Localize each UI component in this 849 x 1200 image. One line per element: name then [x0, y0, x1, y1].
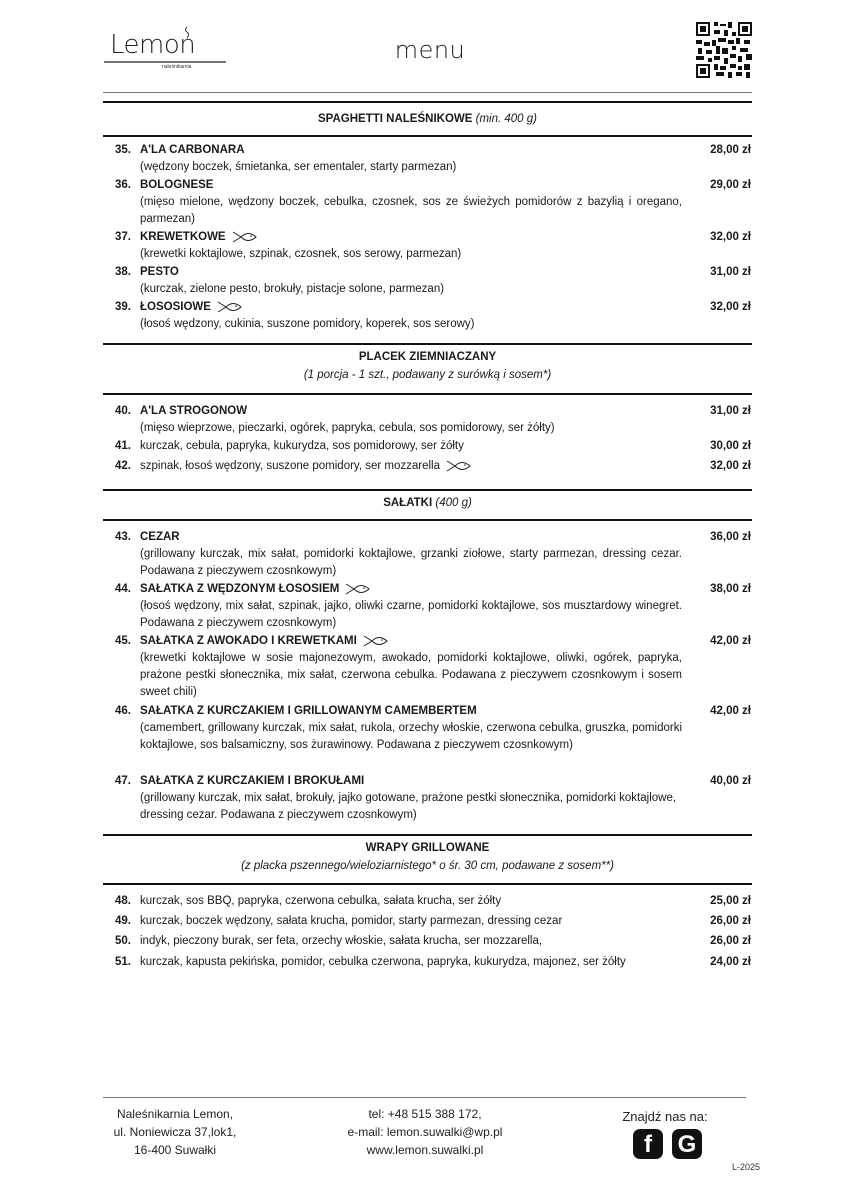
- website-link[interactable]: www.lemon.suwalki.pl: [366, 1143, 484, 1157]
- item-name-wrap: [140, 581, 371, 598]
- fish-icon: [446, 460, 472, 472]
- fish-icon: [345, 583, 371, 595]
- item-number: 51.: [115, 956, 131, 968]
- page-title: menu: [394, 36, 466, 64]
- item-description: (krewetki koktajlowe, szpinak, czosnek, sos serowy, parmezan): [140, 248, 462, 260]
- item-description: (wędzony boczek, śmietanka, ser ementaler, starty parmezan): [140, 161, 457, 173]
- item-price: 24,00 zł: [710, 956, 751, 968]
- section-note: (400 g): [435, 497, 472, 509]
- section-divider: [103, 834, 752, 836]
- section-subtitle: (1 porcja - 1 szt., podawany z surówką i sosem*): [303, 369, 552, 381]
- item-number: 46.: [115, 705, 131, 717]
- item-text: szpinak, łosoś wędzony, suszone pomidory, ser mozzarella: [140, 460, 440, 472]
- item-number: 50.: [115, 935, 131, 947]
- section-divider: [103, 519, 752, 521]
- item-name: SAŁATKA Z WĘDZONYM ŁOSOSIEM: [140, 583, 340, 595]
- item-name: SAŁATKA Z AWOKADO I KREWETKAMI: [140, 635, 357, 647]
- item-number: 39.: [115, 301, 131, 313]
- item-name: A'LA CARBONARA: [140, 144, 245, 156]
- section-title: WRAPY GRILLOWANE: [365, 842, 490, 854]
- logo-text: Lemon: [110, 30, 196, 60]
- item-price: 42,00 zł: [710, 635, 751, 647]
- section-divider: [103, 101, 752, 103]
- item-text: kurczak, cebula, papryka, kukurydza, sos pomidorowy, ser żółty: [140, 440, 464, 452]
- item-name-wrap: [140, 229, 258, 246]
- email-link[interactable]: e-mail: lemon.suwalki@wp.pl: [347, 1125, 503, 1139]
- google-icon[interactable]: G: [672, 1129, 702, 1159]
- item-description: (krewetki koktajlowe w sosie majonezowym, awokado, pomidorki koktajlowe, oliwki, ogórek, papryka, prażone pestki słonecznika, mix sałat, czerwona cebulka. Podawana z pieczywem czosnkowym i sosem sweet chili): [140, 652, 682, 698]
- item-description: (mięso wieprzowe, pieczarki, ogórek, papryka, cebula, sos pomidorowy, ser żółty): [140, 422, 555, 434]
- item-price: 40,00 zł: [710, 775, 751, 787]
- footer-address: [95, 1105, 255, 1159]
- item-number: 47.: [115, 775, 131, 787]
- item-price: 29,00 zł: [710, 179, 751, 191]
- logo-underline: [104, 61, 226, 63]
- item-price: 36,00 zł: [710, 531, 751, 543]
- lemon-logo: [104, 26, 232, 74]
- item-text: kurczak, sos BBQ, papryka, czerwona cebulka, sałata krucha, ser żółty: [140, 895, 502, 907]
- item-description: (łosoś wędzony, mix sałat, szpinak, jajko, oliwki czarne, pomidorki koktajlowe, sos musztardowy winegret. Podawana z pieczywem czosnkowym): [140, 600, 682, 629]
- item-number: 45.: [115, 635, 131, 647]
- section-title: PLACEK ZIEMNIACZANY: [358, 351, 497, 363]
- item-price: 26,00 zł: [710, 935, 751, 947]
- document-code: L-2025: [732, 1162, 761, 1172]
- section-title-spaghetti: [103, 113, 752, 125]
- item-text-wrap: [140, 458, 660, 475]
- item-name-wrap: [140, 633, 389, 650]
- item-price: 42,00 zł: [710, 705, 751, 717]
- item-text: kurczak, boczek wędzony, sałata krucha, pomidor, starty parmezan, dressing cezar: [140, 915, 563, 927]
- item-name: KREWETKOWE: [140, 231, 226, 243]
- logo-subtext: naleśnikarnia: [162, 64, 192, 70]
- section-divider: [103, 343, 752, 345]
- section-note: (min. 400 g): [475, 113, 537, 125]
- item-description: (łosoś wędzony, cukinia, suszone pomidory, koperek, sos serowy): [140, 318, 475, 330]
- item-number: 49.: [115, 915, 131, 927]
- item-number: 42.: [115, 460, 131, 472]
- section-title-placek: [103, 351, 752, 363]
- item-name: SAŁATKA Z KURCZAKIEM I GRILLOWANYM CAMEMBERTEM: [140, 705, 477, 717]
- steam-cup-icon: [176, 26, 198, 40]
- fish-icon: [232, 231, 258, 243]
- address-line: 16-400 Suwałki: [133, 1143, 217, 1157]
- address-line: ul. Noniewicza 37,lok1,: [113, 1125, 237, 1139]
- item-name: BOLOGNESE: [140, 179, 214, 191]
- header-divider: [103, 92, 752, 93]
- section-divider: [103, 489, 752, 491]
- section-divider: [103, 393, 752, 395]
- phone-number: tel: +48 515 388 172,: [368, 1107, 482, 1121]
- item-price: 31,00 zł: [710, 266, 751, 278]
- item-price: 30,00 zł: [710, 440, 751, 452]
- section-title-wrapy: [103, 842, 752, 854]
- item-price: 32,00 zł: [710, 460, 751, 472]
- item-name: SAŁATKA Z KURCZAKIEM I BROKUŁAMI: [140, 775, 365, 787]
- section-title: SPAGHETTI NALEŚNIKOWE: [318, 113, 473, 125]
- item-price: 28,00 zł: [710, 144, 751, 156]
- item-price: 32,00 zł: [710, 231, 751, 243]
- item-price: 32,00 zł: [710, 301, 751, 313]
- section-subtitle: (z placka pszennego/wieloziarnistego* o śr. 30 cm, podawane z sosem**): [241, 860, 614, 872]
- item-name: A'LA STROGONOW: [140, 405, 248, 417]
- item-price: 31,00 zł: [710, 405, 751, 417]
- section-divider: [103, 135, 752, 137]
- item-description: (grillowany kurczak, mix sałat, brokuły, jajko gotowane, prażone pestki słonecznika, pomidorki koktajlowe, dressing cezar. Podawana z pieczywem czosnkowym): [140, 792, 677, 821]
- section-title: SAŁATKI: [383, 497, 433, 509]
- address-line: Naleśnikarnia Lemon,: [116, 1107, 234, 1121]
- item-number: 38.: [115, 266, 131, 278]
- item-description: (camembert, grillowany kurczak, mix sałat, rukola, orzechy włoskie, czerwona cebulka, gruszka, pomidorki koktajlowe, sos balsamiczny, sos żurawinowy. Podawana z pieczywem czosnkowym): [140, 722, 682, 751]
- item-text: indyk, pieczony burak, ser feta, orzechy włoskie, sałata krucha, ser mozzarella,: [140, 935, 543, 947]
- item-price: 26,00 zł: [710, 915, 751, 927]
- item-number: 40.: [115, 405, 131, 417]
- social-label: Znajdź nas na:: [622, 1109, 708, 1124]
- item-number: 44.: [115, 583, 131, 595]
- item-number: 36.: [115, 179, 131, 191]
- item-description: (mięso mielone, wędzony boczek, cebulka, czosnek, sos ze świeżych pomidorów z bazylią i oregano, parmezan): [140, 196, 682, 225]
- item-number: 35.: [115, 144, 131, 156]
- facebook-icon[interactable]: f: [633, 1129, 663, 1159]
- item-number: 43.: [115, 531, 131, 543]
- fish-icon: [363, 635, 389, 647]
- footer-divider: [103, 1097, 746, 1098]
- item-name: PESTO: [140, 266, 179, 278]
- fish-icon: [217, 301, 243, 313]
- item-name-wrap: [140, 299, 243, 316]
- footer-contact: [320, 1105, 530, 1159]
- item-description: (kurczak, zielone pesto, brokuły, pistacje solone, parmezan): [140, 283, 445, 295]
- item-price: 25,00 zł: [710, 895, 751, 907]
- item-number: 41.: [115, 440, 131, 452]
- qr-code-icon[interactable]: [696, 22, 752, 78]
- section-title-salatki: [103, 497, 752, 509]
- item-text: kurczak, kapusta pekińska, pomidor, cebulka czerwona, papryka, kukurydza, majonez, ser żółty: [140, 956, 626, 968]
- item-name: CEZAR: [140, 531, 180, 543]
- section-divider: [103, 883, 752, 885]
- item-price: 38,00 zł: [710, 583, 751, 595]
- item-name: ŁOSOSIOWE: [140, 301, 211, 313]
- item-description: (grillowany kurczak, mix sałat, pomidorki koktajlowe, grzanki ziołowe, starty parmezan, dressing cezar. Podawana z pieczywem czosnkowym): [140, 548, 682, 577]
- item-number: 37.: [115, 231, 131, 243]
- item-number: 48.: [115, 895, 131, 907]
